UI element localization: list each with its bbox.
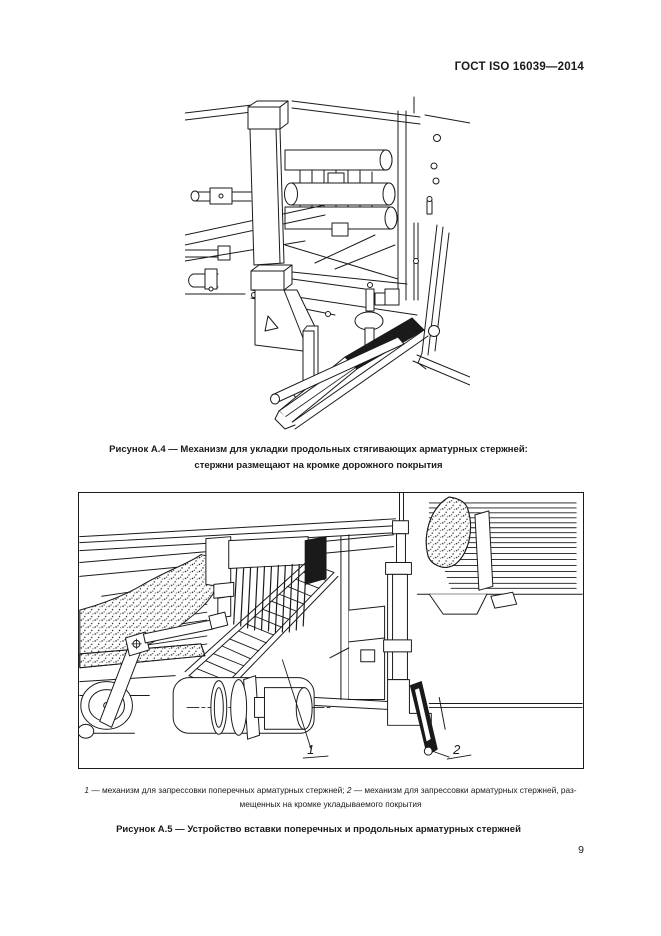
legend-item2-text-part2: мещенных на кромке укладываемого покрытия	[239, 798, 422, 809]
figure-a5	[78, 492, 584, 769]
figure-a5-caption-text: Рисунок А.5 — Устройство вставки поперечных и продольных арматурных стержней	[116, 824, 521, 835]
document-header	[455, 61, 584, 73]
figure-a5-caption	[0, 822, 637, 838]
figure-a4-caption-line1: Рисунок А.4 — Механизм для укладки продольных стягивающих арматурных стержней:	[109, 444, 528, 455]
doc-code: ГОСТ ISO 16039—2014	[454, 61, 584, 73]
figure-a4-caption-line2: стержни размещают на кромке дорожного покрытия	[194, 460, 443, 471]
callout-1-label: 1	[307, 742, 315, 758]
legend-item1-number: 1	[84, 785, 90, 795]
legend-item1-text: — механизм для запрессовки поперечных арматурных стержней;	[89, 785, 347, 795]
legend-item2-text-part1: — механизм для запрессовки арматурных стержней, раз-	[351, 785, 577, 795]
page-number	[578, 844, 584, 856]
page-number-value: 9	[578, 844, 584, 856]
figure-a4	[185, 93, 470, 438]
figure-a5-drawing	[79, 493, 583, 768]
figure-a4-drawing	[185, 93, 470, 438]
legend-item2-number: 2	[346, 785, 352, 795]
figure-a4-caption	[0, 442, 637, 474]
callout-2-label: 2	[453, 742, 461, 758]
figure-a5-legend-line2	[0, 798, 661, 812]
figure-a5-legend-line1	[0, 784, 661, 798]
figure-a5-legend	[0, 784, 661, 811]
